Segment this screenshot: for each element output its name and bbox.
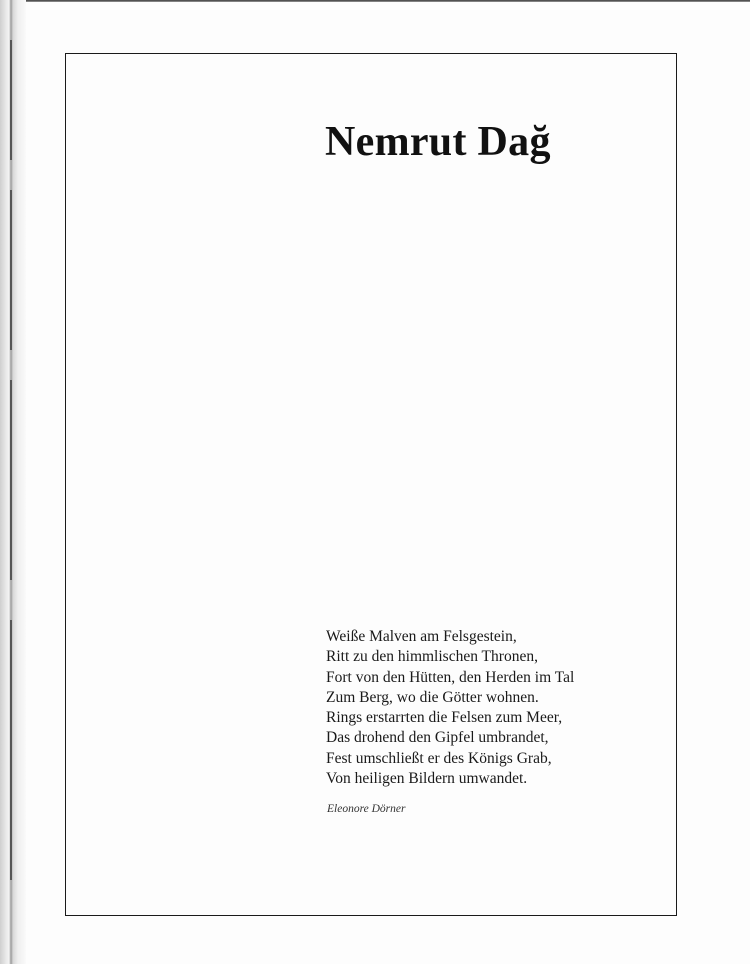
- poem-line: Von heiligen Bildern umwandet.: [326, 770, 528, 788]
- poem-line: Rings erstarrten die Felsen zum Meer,: [326, 709, 563, 727]
- poem-line: Fort von den Hütten, den Herden im Tal: [326, 668, 575, 686]
- gutter-mark: [10, 380, 12, 580]
- poem-line: Zum Berg, wo die Götter wohnen.: [326, 688, 539, 706]
- poem: [326, 627, 574, 789]
- poem-line: Weiße Malven am Felsgestein,: [326, 628, 517, 645]
- page-title: Nemrut Dağ: [325, 119, 551, 165]
- gutter-mark: [10, 190, 12, 350]
- page-top-edge: [0, 0, 750, 2]
- book-gutter: [0, 0, 26, 964]
- gutter-mark: [10, 620, 12, 880]
- gutter-mark: [10, 40, 12, 160]
- poem-line: Fest umschließt er des Königs Grab,: [326, 749, 552, 767]
- poem-line: Ritt zu den himmlischen Thronen,: [326, 648, 538, 666]
- poem-line: Das drohend den Gipfel umbrandet,: [326, 729, 549, 747]
- poem-author: Eleonore Dörner: [327, 803, 406, 815]
